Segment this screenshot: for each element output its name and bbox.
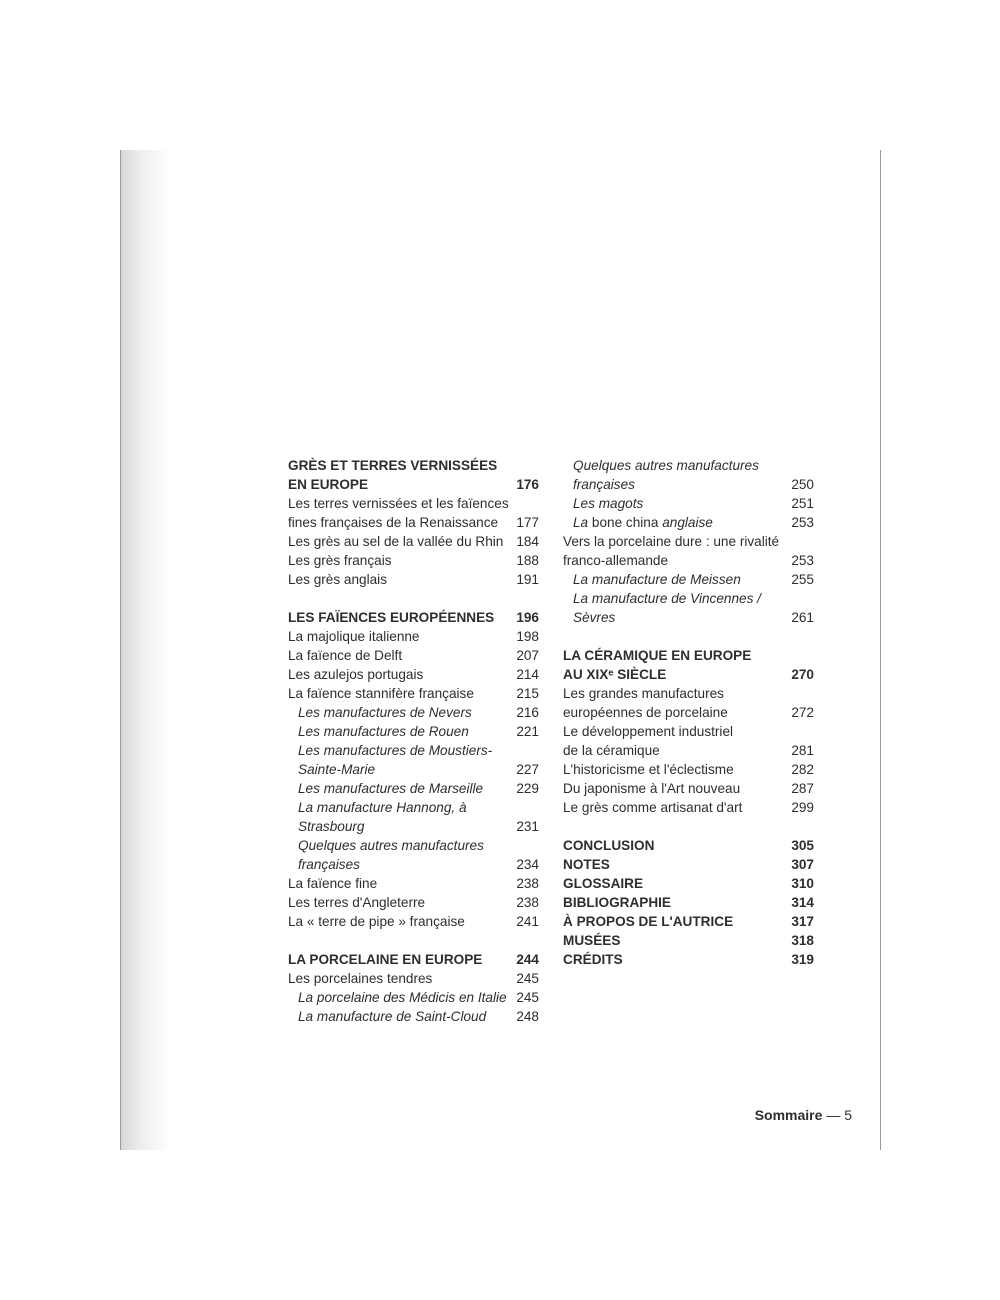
toc-entry-title: LA CÉRAMIQUE EN EUROPE (563, 648, 752, 663)
toc-entry (563, 779, 814, 798)
toc-entry (288, 646, 539, 665)
toc-entry (288, 893, 539, 912)
toc-page-number: 282 (791, 762, 814, 777)
toc-page-number: 188 (516, 553, 539, 568)
toc-section-heading (288, 608, 539, 627)
toc-page-number: 245 (516, 971, 539, 986)
footer-page-number: 5 (844, 1107, 852, 1123)
toc-entry (288, 836, 539, 874)
toc-entry-title: AU XIXᵉ SIÈCLE (563, 667, 667, 682)
toc-entry-title: Le développement industriel (563, 724, 734, 739)
toc-entry-title: BIBLIOGRAPHIE (563, 895, 671, 910)
toc-entry-title: L'historicisme et l'éclectisme (563, 762, 734, 777)
toc-entry-title: EN EUROPE (288, 477, 369, 492)
toc-entry-title (563, 513, 784, 532)
toc-entry-title: La manufacture de Saint-Cloud (298, 1009, 487, 1024)
toc-entry-title: Les grès anglais (288, 572, 387, 587)
toc-entry (563, 513, 814, 532)
toc-entry-title: Les terres vernissées et les faïences (288, 496, 509, 511)
toc-section-heading (563, 912, 814, 931)
toc-page-number: 261 (791, 610, 814, 625)
toc-page-number: 216 (516, 705, 539, 720)
toc-page-number: 177 (516, 515, 539, 530)
toc-entry-title: Les manufactures de Rouen (298, 724, 469, 739)
toc-entry (288, 570, 539, 589)
toc-page-number: 310 (791, 876, 814, 891)
section-gap (563, 627, 814, 646)
toc-page-number: 253 (791, 553, 814, 568)
toc-entry (288, 969, 539, 988)
toc-page-number: 318 (791, 933, 814, 948)
toc-page-number: 214 (516, 667, 539, 682)
toc-entry-title: La « terre de pipe » française (288, 914, 465, 929)
toc-entry-title: À PROPOS DE L'AUTRICE (563, 914, 734, 929)
toc-entry (563, 722, 814, 760)
toc-entry (288, 722, 539, 741)
toc-page-number: 176 (516, 477, 539, 492)
toc-page-number: 229 (516, 781, 539, 796)
toc-page-number: 314 (791, 895, 814, 910)
toc-section-heading (563, 950, 814, 969)
toc-entry-title: Du japonisme à l'Art nouveau (563, 781, 741, 796)
toc-entry (288, 532, 539, 551)
footer-separator: — (826, 1107, 841, 1123)
toc-section-heading (563, 874, 814, 893)
title-segment: bone china (591, 515, 659, 530)
toc-entry-title: françaises (298, 857, 360, 872)
toc-page-number: 227 (516, 762, 539, 777)
toc-entry (288, 988, 539, 1007)
toc-entry (288, 741, 539, 779)
toc-section-heading (563, 893, 814, 912)
toc-entry (288, 665, 539, 684)
toc-entry-title: Les manufactures de Moustiers- (298, 743, 493, 758)
toc-entry-title: Sainte-Marie (298, 762, 376, 777)
toc-page-number: 234 (516, 857, 539, 872)
title-segment: anglaise (658, 515, 713, 530)
toc-entry (563, 760, 814, 779)
toc-page-number: 215 (516, 686, 539, 701)
toc-entry-title: de la céramique (563, 743, 660, 758)
page-footer (755, 1107, 852, 1123)
toc-entry-title: Les grès français (288, 553, 392, 568)
toc-entry-title: La majolique italienne (288, 629, 420, 644)
toc-column-left (288, 456, 539, 1026)
toc-page-number: 255 (791, 572, 814, 587)
toc-entry (288, 684, 539, 703)
toc-page-number: 221 (516, 724, 539, 739)
toc-page-number: 272 (791, 705, 814, 720)
toc-section-heading (563, 836, 814, 855)
toc-entry (288, 551, 539, 570)
toc-page-number: 198 (516, 629, 539, 644)
toc-page-number: 191 (516, 572, 539, 587)
section-gap (563, 817, 814, 836)
page-edge-left (120, 150, 121, 1150)
toc-entry (288, 1007, 539, 1026)
toc-entry-title: françaises (573, 477, 635, 492)
toc-entry (288, 494, 539, 532)
toc-entry-title: CONCLUSION (563, 838, 655, 853)
toc-page-number: 238 (516, 895, 539, 910)
toc-entry (288, 874, 539, 893)
toc-page-number: 196 (516, 610, 539, 625)
footer-section: Sommaire (754, 1107, 823, 1123)
section-gap (288, 931, 539, 950)
page-edge-right (880, 150, 881, 1150)
toc-column-right (563, 456, 814, 969)
toc-page-number: 250 (791, 477, 814, 492)
toc-entry (288, 779, 539, 798)
toc-entry-title: La faïence fine (288, 876, 378, 891)
toc-page-number: 238 (516, 876, 539, 891)
toc-page-number: 253 (791, 515, 814, 530)
toc-page-number: 317 (791, 914, 814, 929)
toc-entry-title: Les terres d'Angleterre (288, 895, 426, 910)
toc-page-number: 248 (516, 1009, 539, 1024)
toc-section-heading (563, 931, 814, 950)
toc-entry-title: Les porcelaines tendres (288, 971, 433, 986)
toc-entry-title: Strasbourg (298, 819, 365, 834)
toc-entry-title: franco-allemande (563, 553, 669, 568)
toc-page-number: 299 (791, 800, 814, 815)
toc-entry-title: MUSÉES (563, 933, 621, 948)
toc-entry-title: La manufacture Hannong, à (298, 800, 467, 815)
toc-entry-title: GRÈS ET TERRES VERNISSÉES (288, 458, 498, 473)
section-gap (288, 589, 539, 608)
toc-page-number: 231 (516, 819, 539, 834)
toc-entry-title: LES FAÏENCES EUROPÉENNES (288, 610, 495, 625)
toc-entry-title: Vers la porcelaine dure : une rivalité (563, 534, 780, 549)
toc-page-number: 244 (516, 952, 539, 967)
toc-entry-title: fines françaises de la Renaissance (288, 515, 499, 530)
toc-entry (563, 532, 814, 570)
toc-entry (288, 703, 539, 722)
toc-entry (288, 627, 539, 646)
toc-entry-title: Les manufactures de Marseille (298, 781, 484, 796)
toc-entry (563, 456, 814, 494)
toc-page-number: 207 (516, 648, 539, 663)
toc-entry-title: européennes de porcelaine (563, 705, 728, 720)
toc-page-number: 287 (791, 781, 814, 796)
toc-page-number: 305 (791, 838, 814, 853)
toc-entry-title: LA PORCELAINE EN EUROPE (288, 952, 483, 967)
toc-entry-title: Quelques autres manufactures (298, 838, 484, 853)
toc-page-number: 281 (791, 743, 814, 758)
toc-entry-title: Sèvres (573, 610, 616, 625)
toc-page-number: 319 (791, 952, 814, 967)
scan-shadow (120, 150, 172, 1150)
toc-page-number: 245 (516, 990, 539, 1005)
toc-page-number: 270 (791, 667, 814, 682)
toc-entry (288, 912, 539, 931)
toc-page-number: 251 (791, 496, 814, 511)
toc-entry (563, 570, 814, 589)
toc-page-number: 184 (516, 534, 539, 549)
toc-entry-title: CRÉDITS (563, 952, 623, 967)
toc-entry (288, 798, 539, 836)
toc-entry-title: La porcelaine des Médicis en Italie (298, 990, 507, 1005)
toc-entry-title: Les grès au sel de la vallée du Rhin (288, 534, 504, 549)
toc-section-heading (563, 855, 814, 874)
toc-entry-title: La faïence stannifère française (288, 686, 474, 701)
toc-entry (563, 589, 814, 627)
toc-entry-title: NOTES (563, 857, 610, 872)
toc-entry-title: GLOSSAIRE (563, 876, 644, 891)
toc-page-number: 241 (516, 914, 539, 929)
toc-entry-title: Les azulejos portugais (288, 667, 424, 682)
toc-entry (563, 494, 814, 513)
title-segment: La (573, 515, 592, 530)
toc-entry-title: La faïence de Delft (288, 648, 403, 663)
toc-section-heading (288, 456, 539, 494)
toc-section-heading (563, 646, 814, 684)
toc-entry (563, 798, 814, 817)
toc-entry-title: La manufacture de Meissen (573, 572, 741, 587)
toc-entry-title: Le grès comme artisanat d'art (563, 800, 743, 815)
toc-page-number: 307 (791, 857, 814, 872)
toc-entry (563, 684, 814, 722)
toc-entry-title: Quelques autres manufactures (573, 458, 759, 473)
toc-entry-title: Les manufactures de Nevers (298, 705, 472, 720)
toc-entry-title: La manufacture de Vincennes / (573, 591, 761, 606)
toc-entry-title: Les grandes manufactures (563, 686, 724, 701)
toc-section-heading (288, 950, 539, 969)
toc-entry-title: Les magots (573, 496, 644, 511)
